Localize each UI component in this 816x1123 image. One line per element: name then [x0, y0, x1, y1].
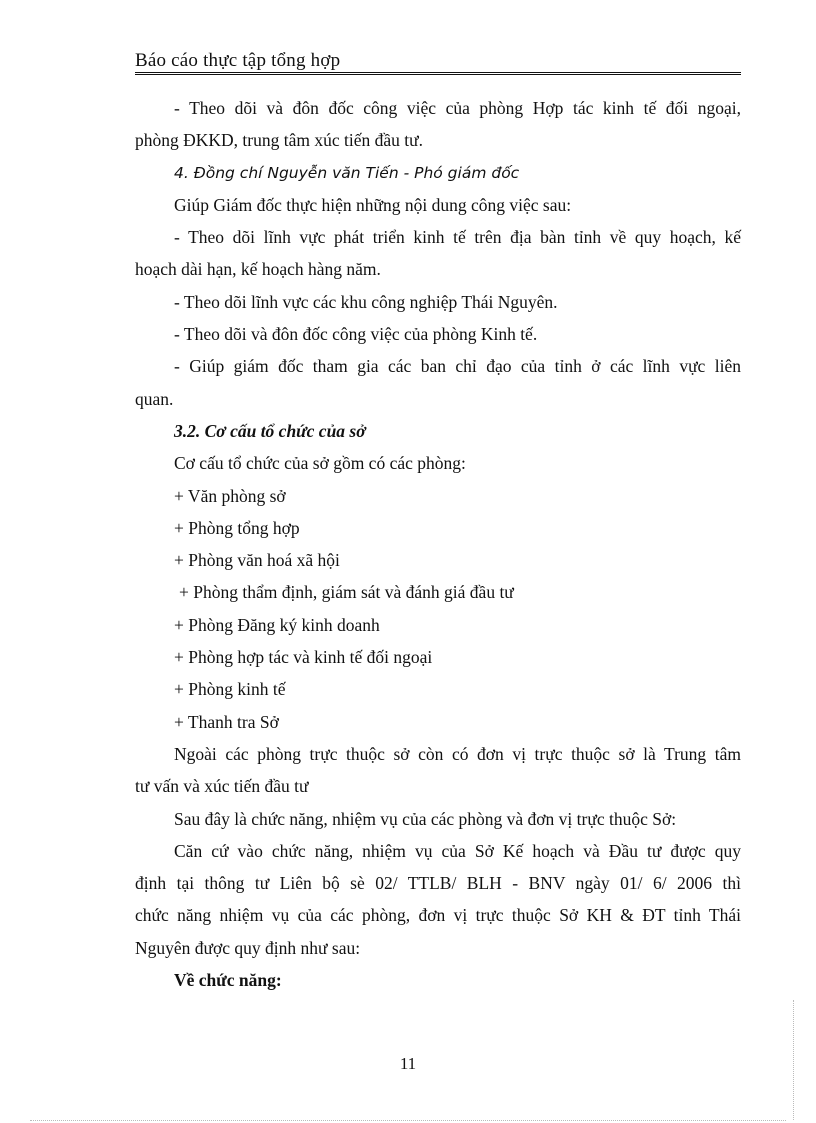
- header-title: Báo cáo thực tập tổng hợp: [135, 50, 341, 71]
- text-line: - Theo dõi và đôn đốc công việc của phòng Kinh tế.: [174, 324, 538, 345]
- text-line: Cơ cấu tổ chức của sở gồm có các phòng:: [174, 453, 466, 474]
- text-line: Sau đây là chức năng, nhiệm vụ của các phòng và đơn vị trực thuộc Sở:: [174, 808, 677, 829]
- page-number: 11: [399, 1054, 417, 1073]
- list-item: + Phòng văn hoá xã hội: [174, 550, 340, 571]
- list-item: + Văn phòng sở: [174, 485, 286, 506]
- text-line: Nguyên được quy định như sau:: [135, 937, 361, 958]
- text-line: Giúp Giám đốc thực hiện những nội dung công việc sau:: [174, 194, 572, 215]
- text-line: quan.: [135, 388, 174, 409]
- subheading-deputy-director: 4. Đồng chí Nguyễn văn Tiến - Phó giám đốc: [174, 163, 520, 182]
- list-item: + Phòng thẩm định, giám sát và đánh giá đầu tư: [179, 582, 514, 603]
- text-line: chức năng nhiệm vụ của các phòng, đơn vị trực thuộc Sở KH & ĐT tỉnh Thái: [135, 905, 741, 926]
- text-line: hoạch dài hạn, kế hoạch hàng năm.: [135, 259, 381, 280]
- text-line: - Giúp giám đốc tham gia các ban chỉ đạo của tỉnh ở các lĩnh vực liên: [174, 356, 741, 377]
- section-heading: 3.2. Cơ cấu tổ chức của sở: [174, 420, 366, 441]
- running-header: [135, 50, 741, 75]
- text-line: - Theo dõi và đôn đốc công việc của phòng Hợp tác kinh tế đối ngoại,: [174, 98, 741, 118]
- text-line: Căn cứ vào chức năng, nhiệm vụ của Sở Kế hoạch và Đầu tư được quy: [174, 840, 741, 861]
- subsection-heading: Về chức năng:: [174, 970, 282, 991]
- text-line: định tại thông tư Liên bộ sè 02/ TTLB/ BLH - BNV ngày 01/ 6/ 2006 thì: [135, 873, 741, 894]
- text-line: - Theo dõi lĩnh vực các khu công nghiệp Thái Nguyên.: [174, 291, 558, 312]
- text-line: Ngoài các phòng trực thuộc sở còn có đơn vị trực thuộc sở là Trung tâm: [174, 743, 741, 764]
- list-item: + Phòng kinh tế: [174, 679, 286, 700]
- page-body: [135, 92, 741, 996]
- text-line: phòng ĐKKD, trung tâm xúc tiến đầu tư.: [135, 130, 423, 151]
- list-item: + Phòng Đăng ký kinh doanh: [174, 614, 380, 635]
- page-border-bottom: [30, 1120, 786, 1121]
- text-line: tư vấn và xúc tiến đầu tư: [135, 776, 309, 797]
- page-border-right: [793, 1000, 794, 1120]
- text-line: - Theo dõi lĩnh vực phát triển kinh tế trên địa bàn tỉnh về quy hoạch, kế: [174, 227, 741, 248]
- list-item: + Phòng hợp tác và kinh tế đối ngoại: [174, 647, 433, 668]
- list-item: + Phòng tổng hợp: [174, 517, 300, 538]
- list-item: + Thanh tra Sở: [174, 711, 279, 732]
